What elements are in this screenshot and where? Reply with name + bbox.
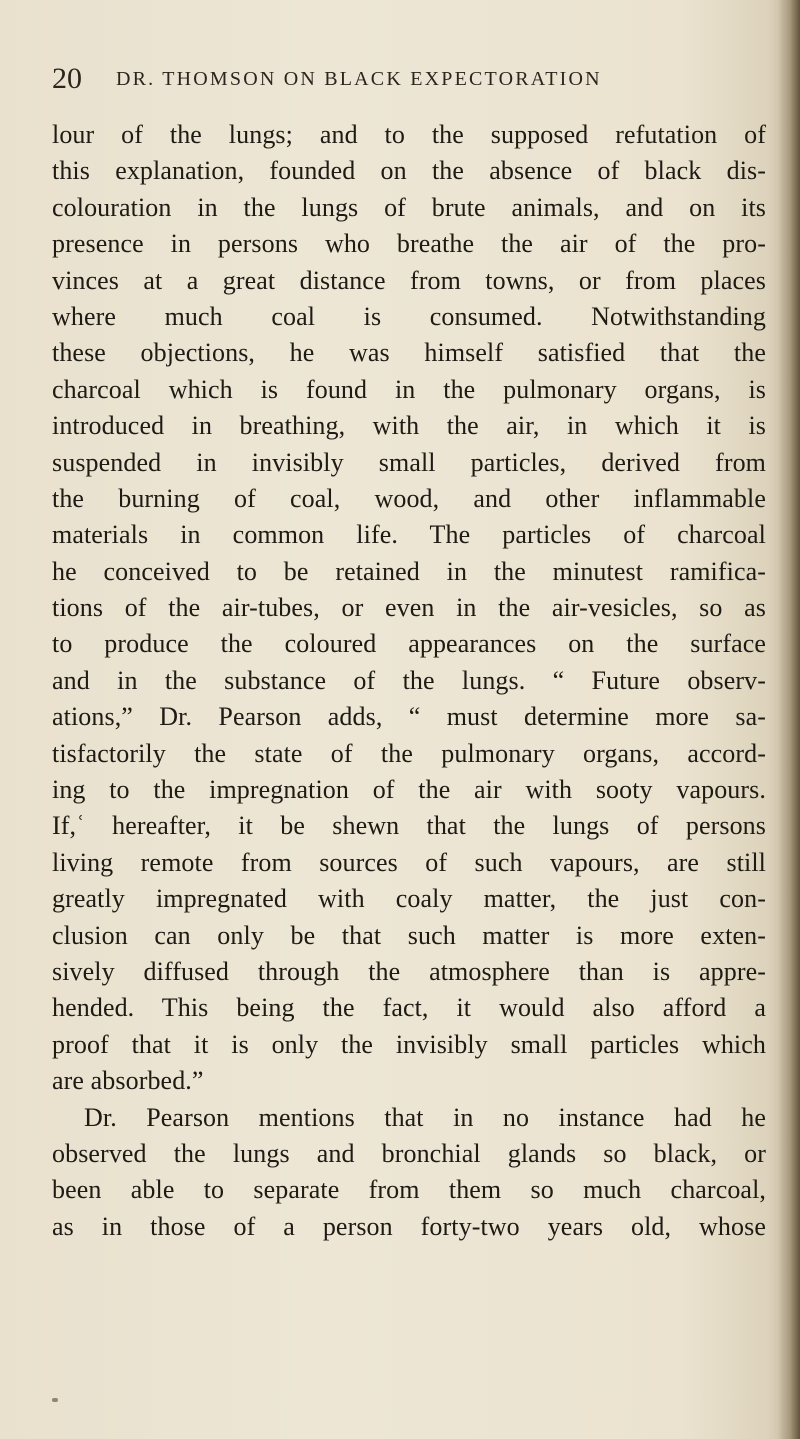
text-line: presence in persons who breathe the air of the pro- [52, 229, 766, 259]
text-line: vinces at a great distance from towns, or from places [52, 265, 766, 295]
text-line: as in those of a person forty-two years old, whose [52, 1211, 766, 1241]
text-line: sively diffused through the atmosphere than is appre- [52, 956, 766, 986]
page-header [52, 62, 752, 102]
text-line: these objections, he was himself satisfied that the [52, 338, 766, 368]
running-head: DR. THOMSON ON BLACK EXPECTORATION [116, 68, 602, 90]
body-text [52, 117, 766, 1245]
text-line: colouration in the lungs of brute animals, and on its [52, 192, 766, 222]
text-line: the burning of coal, wood, and other inflammable [52, 483, 766, 513]
text-line: hended. This being the fact, it would also afford a [52, 993, 766, 1023]
text-line: and in the substance of the lungs. “ Future observ- [52, 665, 766, 695]
text-line: materials in common life. The particles of charcoal [52, 520, 766, 550]
paragraph-end-line: are absorbed.” [52, 1066, 204, 1096]
text-line: proof that it is only the invisibly small particles which [52, 1029, 766, 1059]
text-line: observed the lungs and bronchial glands so black, or [52, 1138, 766, 1168]
text-line: this explanation, founded on the absence of black dis- [52, 156, 766, 186]
text-line: clusion can only be that such matter is more exten- [52, 920, 766, 950]
text-line: ing to the impregnation of the air with sooty vapours. [52, 775, 766, 805]
text-line: lour of the lungs; and to the supposed refutation of [52, 120, 766, 149]
text-line: where much coal is consumed. Notwithstanding [52, 301, 766, 331]
text-line: introduced in breathing, with the air, in which it is [52, 411, 766, 441]
text-line: tisfactorily the state of the pulmonary organs, accord- [52, 738, 766, 768]
text-line: living remote from sources of such vapours, are still [52, 847, 766, 877]
text-line: ations,” Dr. Pearson adds, “ must determine more sa- [52, 702, 766, 732]
text-line: tions of the air-tubes, or even in the air-vesicles, so as [52, 593, 766, 623]
text-line: been able to separate from them so much charcoal, [52, 1175, 766, 1205]
text-line: greatly impregnated with coaly matter, the just con- [52, 884, 766, 914]
text-line: he conceived to be retained in the minutest ramifica- [52, 556, 766, 586]
text-line: suspended in invisibly small particles, derived from [52, 447, 766, 477]
text-line: charcoal which is found in the pulmonary organs, is [52, 374, 766, 404]
text-line: If,ʿ hereafter, it be shewn that the lungs of persons [52, 811, 766, 841]
paragraph-start-line: Dr. Pearson mentions that in no instance had he [84, 1102, 766, 1132]
page-spine-shadow [778, 0, 800, 1439]
page-number: 20 [52, 62, 82, 95]
text-line: to produce the coloured appearances on the surface [52, 629, 766, 659]
ink-speck [52, 1398, 58, 1402]
